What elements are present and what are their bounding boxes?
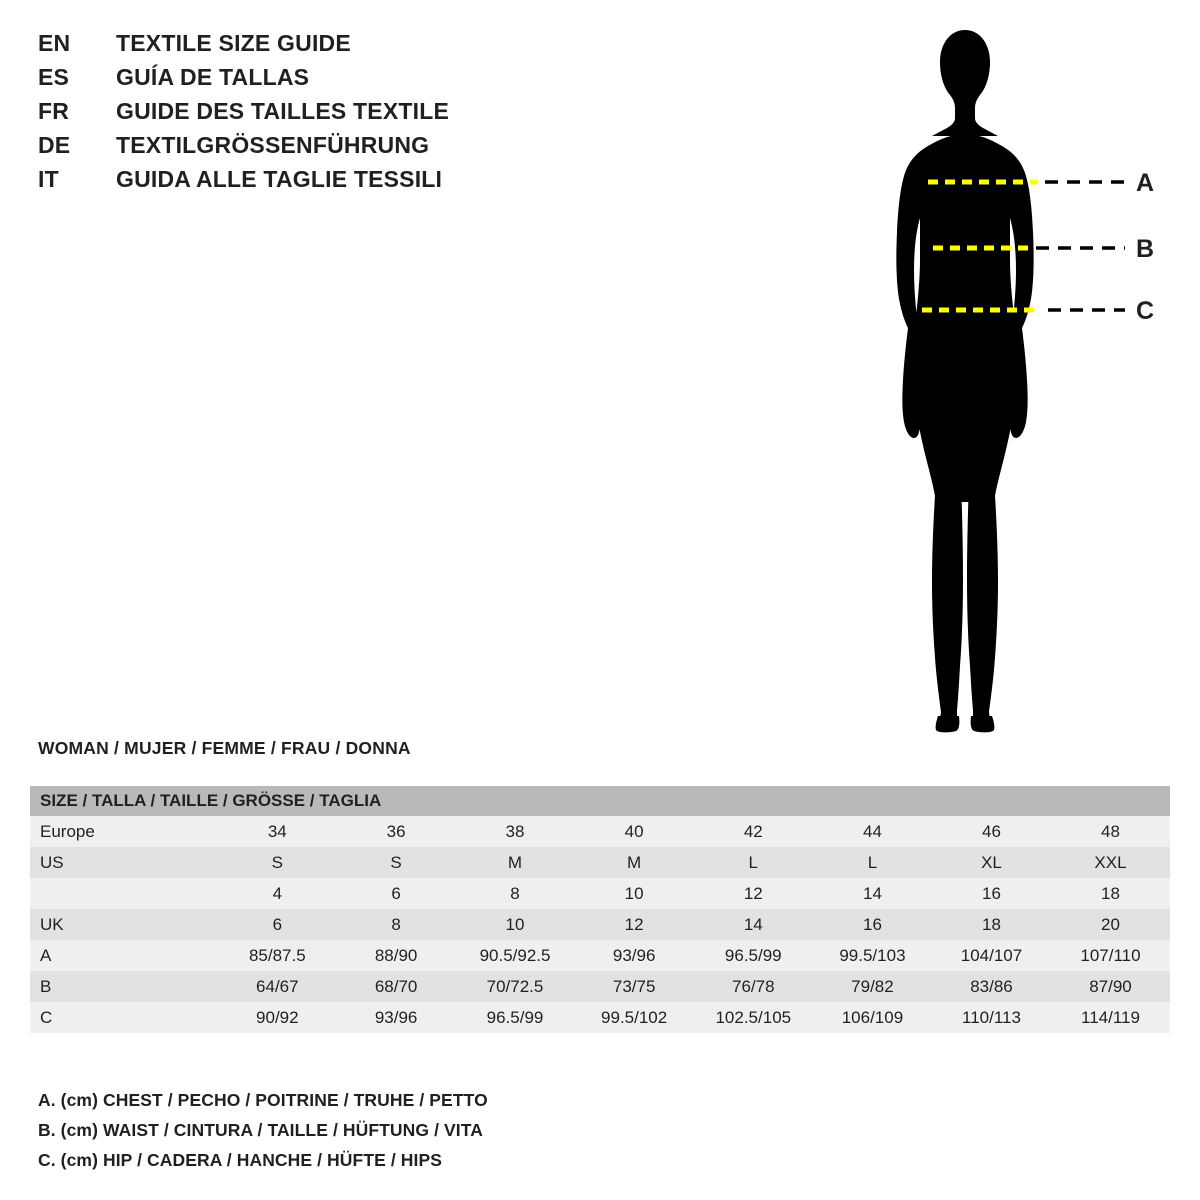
cell-europe-1: 36 bbox=[386, 821, 406, 841]
size-table bbox=[30, 786, 1170, 1033]
cell-us-2: M bbox=[507, 852, 523, 872]
callout-label-b: B bbox=[1136, 235, 1155, 263]
cell-b-2: 70/72.5 bbox=[486, 976, 544, 996]
cell-c-4: 102.5/105 bbox=[715, 1007, 792, 1027]
cell-a-4: 96.5/99 bbox=[724, 945, 782, 965]
cell-europe-7: 48 bbox=[1101, 821, 1120, 841]
cell-europe-3: 40 bbox=[624, 821, 644, 841]
title-text-fr: GUIDE DES TAILLES TEXTILE bbox=[116, 98, 449, 124]
callout-label-a: A bbox=[1136, 169, 1155, 197]
title-row bbox=[38, 64, 598, 98]
cell-us-3: M bbox=[627, 852, 642, 872]
row-label-a: A bbox=[40, 945, 52, 965]
cell-usnum-3: 10 bbox=[624, 883, 644, 903]
cell-a-2: 90.5/92.5 bbox=[479, 945, 551, 965]
table-row bbox=[30, 878, 1170, 909]
title-lang-fr: FR bbox=[38, 98, 70, 124]
table-row bbox=[30, 940, 1170, 971]
cell-c-1: 93/96 bbox=[374, 1007, 418, 1027]
cell-b-3: 73/75 bbox=[612, 976, 656, 996]
female-body-figure bbox=[840, 10, 1190, 750]
footnote-b: B. (cm) WAIST / CINTURA / TAILLE / HÜFTUNG / VITA bbox=[38, 1120, 483, 1140]
cell-c-2: 96.5/99 bbox=[486, 1007, 544, 1027]
cell-usnum-6: 16 bbox=[982, 883, 1001, 903]
cell-europe-5: 44 bbox=[862, 821, 882, 841]
table-row bbox=[30, 1002, 1170, 1033]
cell-a-1: 88/90 bbox=[374, 945, 418, 965]
cell-c-5: 106/109 bbox=[841, 1007, 904, 1027]
cell-us-5: L bbox=[867, 852, 878, 872]
title-row bbox=[38, 98, 598, 132]
footnote-c: C. (cm) HIP / CADERA / HANCHE / HÜFTE / HIPS bbox=[38, 1150, 443, 1170]
cell-c-7: 114/119 bbox=[1081, 1007, 1140, 1027]
cell-uk-0: 6 bbox=[272, 914, 283, 934]
cell-a-6: 104/107 bbox=[960, 945, 1023, 965]
title-text-es: GUÍA DE TALLAS bbox=[116, 64, 310, 90]
footnote-a: A. (cm) CHEST / PECHO / POITRINE / TRUHE / PETTO bbox=[38, 1090, 488, 1110]
row-label-us: US bbox=[40, 852, 64, 872]
title-row bbox=[38, 132, 598, 166]
callout-label-c: C bbox=[1136, 297, 1155, 325]
cell-usnum-5: 14 bbox=[862, 883, 882, 903]
row-label-us-numeric bbox=[30, 878, 218, 909]
cell-b-6: 83/86 bbox=[970, 976, 1013, 996]
table-row bbox=[30, 847, 1170, 878]
cell-b-4: 76/78 bbox=[732, 976, 775, 996]
table-header-label: SIZE / TALLA / TAILLE / GRÖSSE / TAGLIA bbox=[30, 786, 1170, 816]
cell-c-0: 90/92 bbox=[256, 1007, 299, 1027]
cell-uk-4: 14 bbox=[743, 914, 763, 934]
footnotes bbox=[38, 1090, 838, 1180]
body-silhouette bbox=[896, 30, 1033, 732]
cell-uk-5: 16 bbox=[862, 914, 882, 934]
title-text-en: TEXTILE SIZE GUIDE bbox=[116, 30, 351, 56]
cell-uk-3: 12 bbox=[624, 914, 644, 934]
cell-europe-2: 38 bbox=[505, 821, 525, 841]
cell-c-3: 99.5/102 bbox=[601, 1007, 668, 1027]
cell-uk-7: 20 bbox=[1101, 914, 1120, 934]
cell-a-5: 99.5/103 bbox=[839, 945, 906, 965]
cell-europe-0: 34 bbox=[267, 821, 287, 841]
title-row bbox=[38, 30, 598, 64]
title-text-de: TEXTILGRÖSSENFÜHRUNG bbox=[116, 132, 430, 158]
title-row bbox=[38, 166, 598, 200]
cell-b-5: 79/82 bbox=[851, 976, 894, 996]
cell-us-4: L bbox=[748, 852, 759, 872]
row-label-b: B bbox=[40, 976, 52, 996]
row-label-uk: UK bbox=[40, 914, 64, 934]
table-row bbox=[30, 971, 1170, 1002]
cell-usnum-0: 4 bbox=[272, 883, 283, 903]
cell-us-7: XXL bbox=[1094, 852, 1127, 872]
row-label-europe: Europe bbox=[40, 821, 95, 841]
cell-europe-6: 46 bbox=[982, 821, 1001, 841]
cell-usnum-4: 12 bbox=[743, 883, 763, 903]
title-text-it: GUIDA ALLE TAGLIE TESSILI bbox=[116, 166, 443, 192]
title-block bbox=[38, 30, 598, 200]
title-lang-en: EN bbox=[38, 30, 71, 56]
cell-usnum-1: 6 bbox=[391, 883, 401, 903]
cell-us-1: S bbox=[390, 852, 402, 872]
cell-uk-6: 18 bbox=[982, 914, 1001, 934]
section-label-woman: WOMAN / MUJER / FEMME / FRAU / DONNA bbox=[38, 738, 411, 758]
title-lang-it: IT bbox=[38, 166, 59, 192]
cell-b-1: 68/70 bbox=[374, 976, 418, 996]
title-lang-de: DE bbox=[38, 132, 71, 158]
cell-b-0: 64/67 bbox=[256, 976, 299, 996]
table-row bbox=[30, 909, 1170, 940]
cell-uk-1: 8 bbox=[391, 914, 401, 934]
cell-a-0: 85/87.5 bbox=[248, 945, 306, 965]
cell-usnum-2: 8 bbox=[510, 883, 520, 903]
table-row bbox=[30, 816, 1170, 847]
cell-uk-2: 10 bbox=[505, 914, 525, 934]
row-label-c: C bbox=[40, 1007, 53, 1027]
title-lang-es: ES bbox=[38, 64, 70, 90]
cell-a-7: 107/110 bbox=[1080, 945, 1141, 965]
cell-c-6: 110/113 bbox=[962, 1007, 1021, 1027]
cell-a-3: 93/96 bbox=[612, 945, 656, 965]
cell-b-7: 87/90 bbox=[1089, 976, 1132, 996]
cell-us-0: S bbox=[271, 852, 283, 872]
cell-europe-4: 42 bbox=[743, 821, 763, 841]
table-header-row bbox=[30, 786, 1170, 816]
cell-usnum-7: 18 bbox=[1101, 883, 1120, 903]
cell-us-6: XL bbox=[981, 852, 1002, 872]
